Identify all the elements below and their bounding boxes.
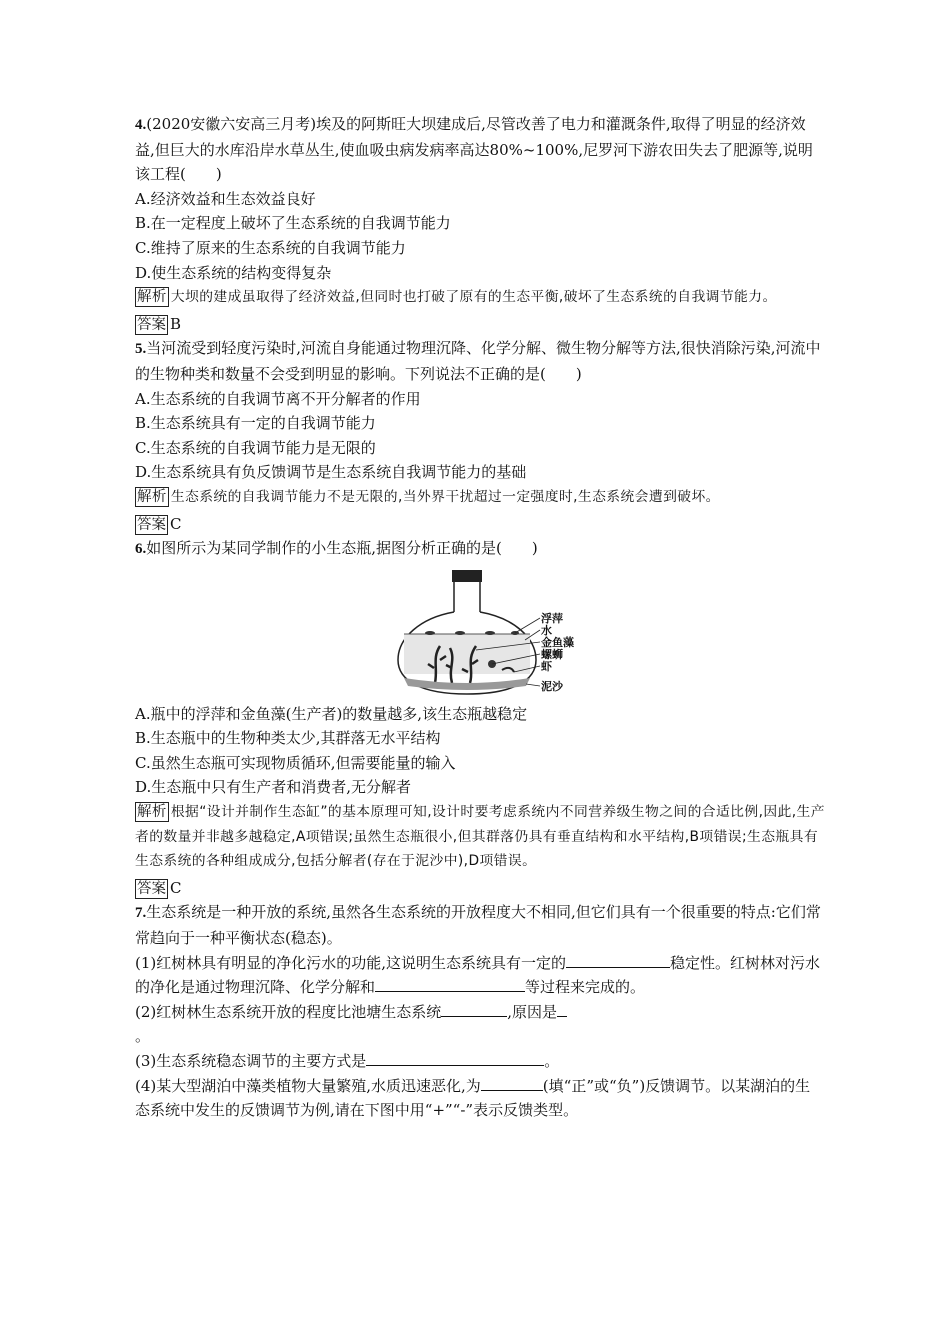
option-d: D.生态系统具有负反馈调节是生态系统自我调节能力的基础: [135, 463, 527, 482]
answer-blank[interactable]: [375, 975, 525, 992]
bottle-neck: [454, 582, 480, 612]
answer-value: C: [170, 878, 182, 897]
question-number: 5.: [135, 341, 147, 358]
text: (3)生态系统稳态调节的主要方式是: [135, 1052, 367, 1070]
question-stem: 当河流受到轻度污染时,河流自身能通过物理沉降、化学分解、微生物分解等方法,很快消除污染,河流中的生物种类和数量不会受到明显的影响。下列说法不正确的是( ): [135, 339, 821, 383]
document-page: [135, 112, 825, 1123]
option-b: B.生态瓶中的生物种类太少,其群落无水平结构: [135, 729, 441, 748]
option-c: C.生态系统的自我调节能力是无限的: [135, 438, 376, 457]
label-snail: 螺蛳: [541, 647, 563, 661]
option-a: A.经济效益和生态效益良好: [135, 189, 316, 208]
answer: [135, 876, 825, 901]
answer-value: C: [170, 514, 182, 533]
explain-text: 大坝的建成虽取得了经济效益,但同时也打破了原有的生态平衡,破坏了生态系统的自我调节能力。: [170, 289, 777, 306]
label-shrimp: 虾: [541, 659, 552, 673]
option-d: D.使生态系统的结构变得复杂: [135, 263, 332, 282]
answer: [135, 512, 825, 537]
question-stem: (2020安徽六安高三月考)埃及的阿斯旺大坝建成后,尽管改善了电力和灌溉条件,取得了明显的经济效益,但巨大的水库沿岸水草丛生,使血吸虫病发病率高达80%~100%,尼罗河下游农田失去了肥源等,说明该工程( ): [135, 115, 813, 184]
text: (填“正”或“负”)反馈调节。以某湖泊的生态系统中发生的反馈调节为例,请在下图中用“+”“-”表示反馈类型。: [135, 1076, 811, 1120]
answer-blank[interactable]: [557, 1000, 567, 1017]
subquestion-4: [135, 1074, 825, 1123]
answer-blank[interactable]: [366, 1049, 544, 1066]
question-stem: 生态系统是一种开放的系统,虽然各生态系统的开放程度大不相同,但它们具有一个很重要的特点:它们常常趋向于一种平衡状态(稳态)。: [135, 903, 821, 948]
explain-text: 根据“设计并制作生态缸”的基本原理可知,设计时要考虑系统内不同营养级生物之间的合适比例,因此,生产者的数量并非越多越稳定,A项错误;虽然生态瓶很小,但其群落仍具有垂直结构和水平结构,B项错误;生态瓶具有生态系统的各种组成成分,包括分解者(存在于泥沙中),D项错误。: [135, 804, 825, 870]
option-b: B.在一定程度上破坏了生态系统的自我调节能力: [135, 214, 451, 233]
option-a: A.生态系统的自我调节离不开分解者的作用: [135, 389, 421, 408]
explain-tag: 解析: [137, 289, 167, 306]
text: (4)某大型湖泊中藻类植物大量繁殖,水质迅速恶化,为: [135, 1076, 481, 1095]
option-d: D.生态瓶中只有生产者和消费者,无分解者: [135, 778, 412, 797]
answer-blank[interactable]: [566, 951, 670, 968]
question-6: [135, 536, 825, 562]
label-sand: 泥沙: [541, 679, 563, 693]
question-7: [135, 900, 825, 950]
answer-value: B: [170, 314, 182, 333]
answer-tag: 答案: [137, 516, 166, 533]
question-number: 6.: [135, 541, 147, 558]
text: ,原因是: [507, 1002, 558, 1021]
label-water: 水: [541, 623, 552, 637]
explain-tag: 解析: [137, 804, 167, 821]
explain-text: 生态系统的自我调节能力不是无限的,当外界干扰超过一定强度时,生态系统会遭到破坏。: [170, 488, 720, 505]
subquestion-2: [135, 1000, 825, 1049]
option-b: B.生态系统具有一定的自我调节能力: [135, 414, 376, 433]
subquestion-1: [135, 951, 825, 1000]
text: 。: [544, 1052, 560, 1070]
explanation: [135, 285, 825, 310]
text: 。: [135, 1027, 151, 1046]
text: 稳定性。红树林对污水的净化是通过物理沉降、化学分解和: [135, 953, 821, 997]
answer-tag: 答案: [137, 880, 166, 897]
answer-blank[interactable]: [441, 1000, 507, 1017]
answer-tag: 答案: [137, 316, 166, 333]
explanation: [135, 800, 825, 874]
cork: [452, 570, 482, 582]
question-number: 7.: [135, 905, 147, 922]
explanation: [135, 485, 825, 510]
explain-tag: 解析: [137, 488, 167, 505]
option-c: C.虽然生态瓶可实现物质循环,但需要能量的输入: [135, 753, 456, 772]
answer-blank[interactable]: [481, 1074, 543, 1091]
label-duckweed: 浮萍: [541, 611, 563, 625]
subquestion-3: [135, 1049, 825, 1074]
text: (2)红树林生态系统开放的程度比池塘生态系统: [135, 1002, 442, 1021]
question-number: 4.: [135, 117, 147, 133]
ecobottle-figure: [135, 568, 825, 698]
question-stem: 如图所示为某同学制作的小生态瓶,据图分析正确的是( ): [146, 539, 538, 558]
option-a: A.瓶中的浮萍和金鱼藻(生产者)的数量越多,该生态瓶越稳定: [135, 704, 528, 723]
ecobottle-diagram: [390, 568, 574, 698]
question-4: [135, 112, 825, 187]
question-5: [135, 336, 825, 386]
text: (1)红树林具有明显的净化污水的功能,这说明生态系统具有一定的: [135, 953, 567, 972]
label-hornwort: 金鱼藻: [541, 635, 574, 649]
text: 等过程来完成的。: [525, 978, 646, 997]
option-c: C.维持了原来的生态系统的自我调节能力: [135, 238, 406, 257]
answer: [135, 312, 825, 337]
